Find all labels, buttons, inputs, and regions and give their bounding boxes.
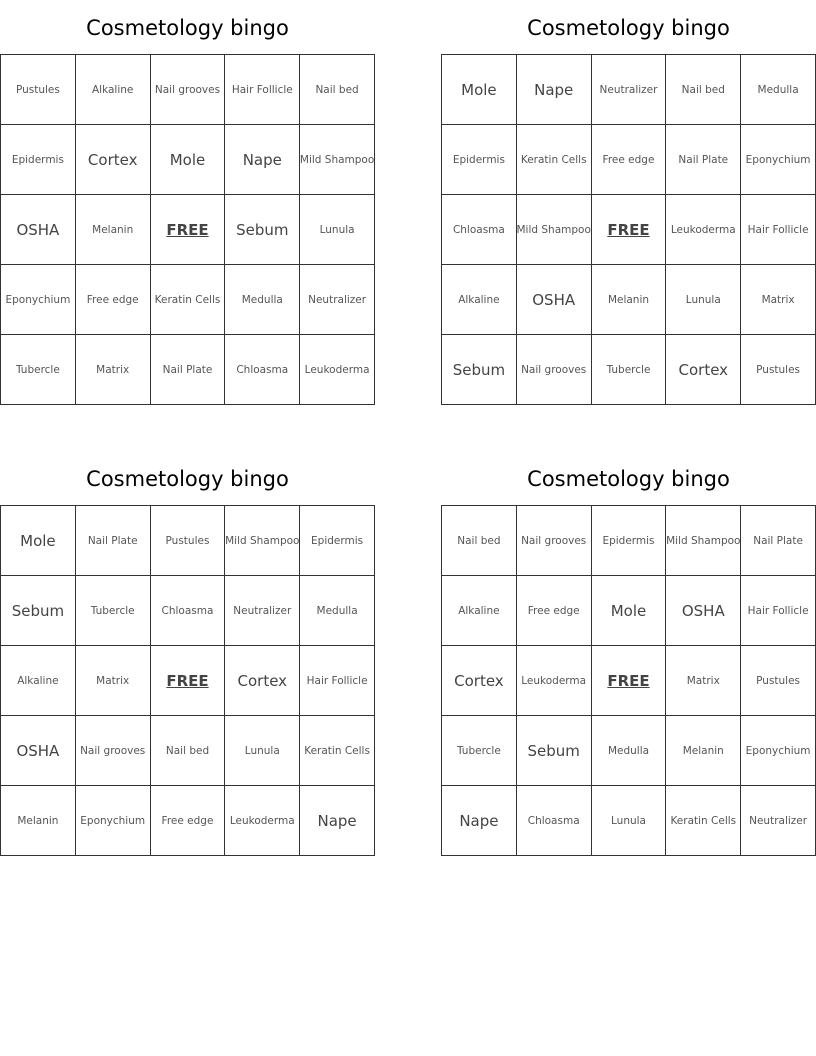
bingo-cell: Tubercle — [592, 335, 667, 405]
bingo-cell: Nape — [442, 786, 517, 856]
bingo-cell: Melanin — [76, 195, 151, 265]
free-space-cell: FREE — [151, 646, 226, 716]
card-title: Cosmetology bingo — [86, 16, 289, 40]
bingo-cell: Pustules — [741, 646, 816, 716]
bingo-cell: Nail Plate — [741, 506, 816, 576]
bingo-cell: Mild Shampoo — [300, 125, 375, 195]
bingo-cell: Cortex — [442, 646, 517, 716]
bingo-cell: Matrix — [741, 265, 816, 335]
bingo-cell: Nail grooves — [517, 335, 592, 405]
bingo-cell: Mole — [151, 125, 226, 195]
bingo-cell: Keratin Cells — [151, 265, 226, 335]
free-space-cell: FREE — [592, 646, 667, 716]
bingo-cell: Lunula — [666, 265, 741, 335]
bingo-cell: Cortex — [225, 646, 300, 716]
bingo-cell: Leukoderma — [666, 195, 741, 265]
bingo-cell: Epidermis — [1, 125, 76, 195]
bingo-cell: Chloasma — [517, 786, 592, 856]
bingo-cell: Mild Shampoo — [225, 506, 300, 576]
bingo-cell: Nail bed — [300, 55, 375, 125]
bingo-cell: Cortex — [666, 335, 741, 405]
bingo-cell: Sebum — [517, 716, 592, 786]
bingo-cell: Medulla — [741, 55, 816, 125]
bingo-cell: Tubercle — [442, 716, 517, 786]
bingo-cell: Chloasma — [151, 576, 226, 646]
bingo-cell: Keratin Cells — [517, 125, 592, 195]
bingo-cell: Alkaline — [442, 576, 517, 646]
bingo-cell: Mild Shampoo — [517, 195, 592, 265]
bingo-cell: Tubercle — [76, 576, 151, 646]
bingo-cell: Nape — [300, 786, 375, 856]
bingo-cell: Eponychium — [741, 125, 816, 195]
card-title: Cosmetology bingo — [86, 467, 289, 491]
bingo-cell: Nail grooves — [151, 55, 226, 125]
bingo-cell: Free edge — [592, 125, 667, 195]
bingo-cell: Leukoderma — [300, 335, 375, 405]
bingo-cell: Nail bed — [666, 55, 741, 125]
bingo-cell: Mole — [1, 506, 76, 576]
bingo-cell: Alkaline — [442, 265, 517, 335]
bingo-cell: Hair Follicle — [225, 55, 300, 125]
bingo-cell: Mole — [592, 576, 667, 646]
bingo-cell: OSHA — [1, 195, 76, 265]
bingo-grid — [441, 54, 816, 405]
bingo-cell: Nail bed — [442, 506, 517, 576]
free-space-cell: FREE — [151, 195, 226, 265]
bingo-cell: Tubercle — [1, 335, 76, 405]
bingo-cell: Alkaline — [76, 55, 151, 125]
bingo-cell: Nail Plate — [666, 125, 741, 195]
bingo-cell: Medulla — [225, 265, 300, 335]
card-title: Cosmetology bingo — [527, 467, 730, 491]
bingo-cell: Free edge — [151, 786, 226, 856]
bingo-cell: Hair Follicle — [300, 646, 375, 716]
bingo-grid — [0, 505, 375, 856]
bingo-cell: Sebum — [225, 195, 300, 265]
bingo-cell: Eponychium — [741, 716, 816, 786]
bingo-cell: OSHA — [666, 576, 741, 646]
bingo-cell: Epidermis — [300, 506, 375, 576]
bingo-cell: Free edge — [517, 576, 592, 646]
bingo-cell: Nail bed — [151, 716, 226, 786]
bingo-cell: Pustules — [741, 335, 816, 405]
bingo-cell: Eponychium — [76, 786, 151, 856]
bingo-cell: Nail Plate — [76, 506, 151, 576]
bingo-cell: Cortex — [76, 125, 151, 195]
bingo-cell: Nail grooves — [517, 506, 592, 576]
bingo-cell: OSHA — [517, 265, 592, 335]
bingo-cell: Melanin — [592, 265, 667, 335]
bingo-cell: Lunula — [300, 195, 375, 265]
bingo-cell: Keratin Cells — [666, 786, 741, 856]
bingo-cell: Hair Follicle — [741, 195, 816, 265]
bingo-cell: Eponychium — [1, 265, 76, 335]
bingo-cell: Melanin — [1, 786, 76, 856]
bingo-grid — [0, 54, 375, 405]
bingo-cell: Lunula — [225, 716, 300, 786]
bingo-cell: Matrix — [76, 646, 151, 716]
bingo-cell: Neutralizer — [741, 786, 816, 856]
bingo-cell: Sebum — [1, 576, 76, 646]
bingo-cell: Medulla — [592, 716, 667, 786]
bingo-cell: Chloasma — [225, 335, 300, 405]
bingo-cell: Pustules — [151, 506, 226, 576]
bingo-cell: Leukoderma — [225, 786, 300, 856]
bingo-cell: Alkaline — [1, 646, 76, 716]
bingo-cell: Pustules — [1, 55, 76, 125]
card-title: Cosmetology bingo — [527, 16, 730, 40]
bingo-cell: Nail Plate — [151, 335, 226, 405]
bingo-cell: Matrix — [666, 646, 741, 716]
bingo-cell: Neutralizer — [300, 265, 375, 335]
free-space-cell: FREE — [592, 195, 667, 265]
bingo-cell: Sebum — [442, 335, 517, 405]
bingo-cell: Nape — [225, 125, 300, 195]
bingo-cell: Neutralizer — [592, 55, 667, 125]
bingo-cell: Matrix — [76, 335, 151, 405]
bingo-cell: Nail grooves — [76, 716, 151, 786]
bingo-cell: Mole — [442, 55, 517, 125]
bingo-cell: Medulla — [300, 576, 375, 646]
bingo-cell: Keratin Cells — [300, 716, 375, 786]
bingo-cell: Lunula — [592, 786, 667, 856]
bingo-cell: Neutralizer — [225, 576, 300, 646]
bingo-cell: Melanin — [666, 716, 741, 786]
bingo-cell: Leukoderma — [517, 646, 592, 716]
bingo-cell: Nape — [517, 55, 592, 125]
bingo-cell: Epidermis — [592, 506, 667, 576]
bingo-cell: Mild Shampoo — [666, 506, 741, 576]
bingo-cell: OSHA — [1, 716, 76, 786]
bingo-cell: Hair Follicle — [741, 576, 816, 646]
bingo-cell: Free edge — [76, 265, 151, 335]
bingo-cell: Epidermis — [442, 125, 517, 195]
bingo-grid — [441, 505, 816, 856]
bingo-cell: Chloasma — [442, 195, 517, 265]
